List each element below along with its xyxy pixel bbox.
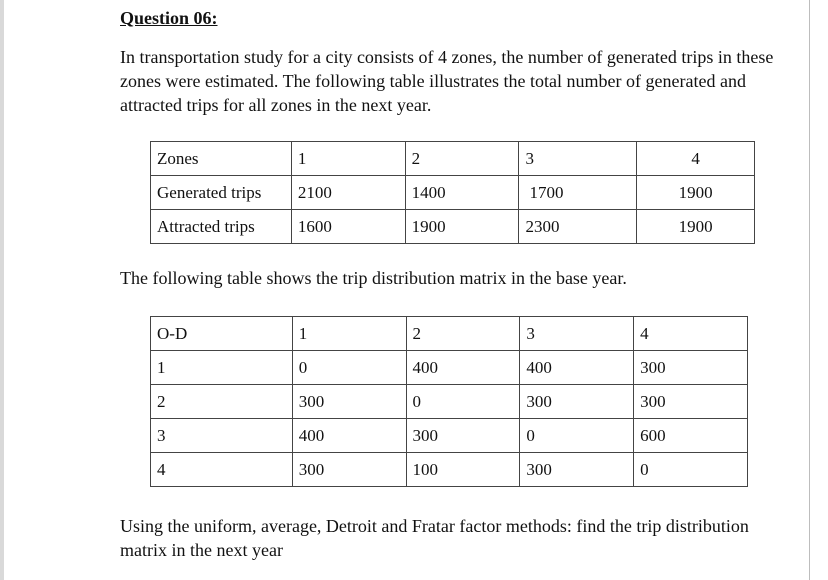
table-row — [151, 385, 748, 419]
table-cell: 300 — [292, 453, 406, 487]
table-cell: 1900 — [637, 176, 755, 210]
table-cell: 3 — [151, 419, 293, 453]
table-row — [151, 142, 755, 176]
table-cell: 4 — [637, 142, 755, 176]
table-cell: 600 — [634, 419, 748, 453]
table-cell: 2 — [406, 317, 520, 351]
table-cell: O-D — [151, 317, 293, 351]
table-cell: 0 — [406, 385, 520, 419]
table-row — [151, 351, 748, 385]
table-cell: 100 — [406, 453, 520, 487]
intro-paragraph: In transportation study for a city consists of 4 zones, the number of generated trips in these zones were estimated. The following table illustrates the total number of generated and attracted trips for all zones in the next year. — [120, 47, 774, 115]
table-row — [151, 419, 748, 453]
table-cell: 400 — [520, 351, 634, 385]
table-cell: Generated trips — [151, 176, 292, 210]
table-cell: Zones — [151, 142, 292, 176]
page-edge-right — [809, 0, 810, 580]
table-cell: 2 — [405, 142, 519, 176]
table-cell: 1600 — [291, 210, 405, 244]
table-cell: 1900 — [405, 210, 519, 244]
table-cell: 400 — [292, 419, 406, 453]
question-paragraph: Using the uniform, average, Detroit and Fratar factor methods: find the trip distribution matrix in the next year — [120, 516, 749, 560]
table-cell: 300 — [406, 419, 520, 453]
table-cell: 300 — [520, 453, 634, 487]
table-cell: 1900 — [637, 210, 755, 244]
table-row — [151, 176, 755, 210]
table-cell: 400 — [406, 351, 520, 385]
table-cell: 0 — [520, 419, 634, 453]
table-row — [151, 453, 748, 487]
table-cell: 0 — [292, 351, 406, 385]
table-cell: 2 — [151, 385, 293, 419]
table-cell: 3 — [520, 317, 634, 351]
table-cell: 300 — [292, 385, 406, 419]
table-cell: 300 — [520, 385, 634, 419]
table-cell: 4 — [151, 453, 293, 487]
table-cell: 1 — [291, 142, 405, 176]
page-edge-left — [0, 0, 4, 580]
question-heading: Question 06: — [120, 8, 218, 28]
table-cell: 3 — [519, 142, 637, 176]
zones-trips-table — [150, 141, 755, 244]
table-row — [151, 210, 755, 244]
table-cell: 300 — [634, 351, 748, 385]
table-cell: 0 — [634, 453, 748, 487]
table-cell: 1700 — [519, 176, 637, 210]
table-cell: 4 — [634, 317, 748, 351]
table2-intro: The following table shows the trip distribution matrix in the base year. — [120, 268, 627, 288]
table-cell: 1400 — [405, 176, 519, 210]
od-matrix-table — [150, 316, 748, 487]
table-cell: Attracted trips — [151, 210, 292, 244]
table-cell: 1 — [151, 351, 293, 385]
table-row — [151, 317, 748, 351]
table-cell: 2300 — [519, 210, 637, 244]
table-cell: 300 — [634, 385, 748, 419]
table-cell: 1 — [292, 317, 406, 351]
table-cell: 2100 — [291, 176, 405, 210]
